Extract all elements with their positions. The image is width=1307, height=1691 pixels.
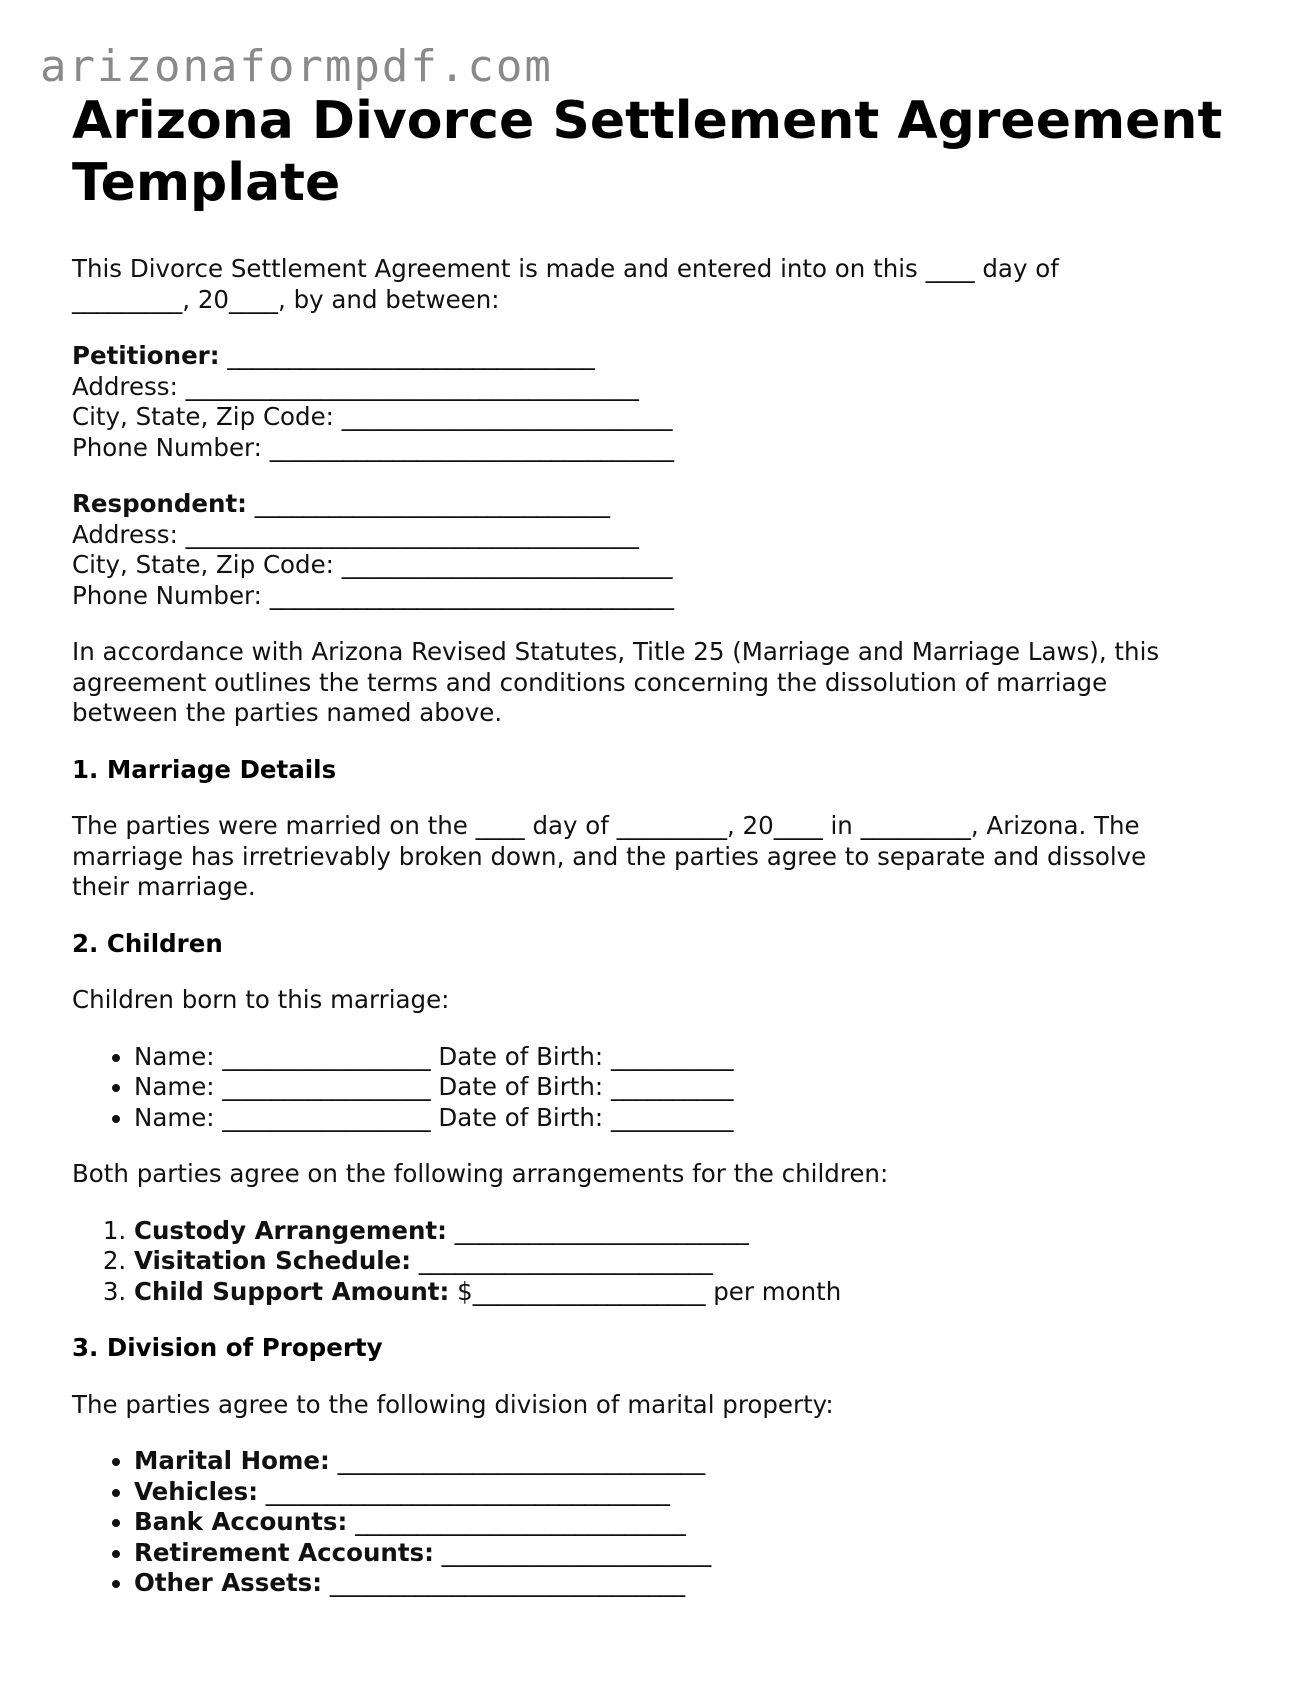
marriage-line-2: marriage has irretrievably broken down, and the parties agree to separate and dissolve: [72, 841, 1147, 871]
retirement-accounts-label: Retirement Accounts:: [134, 1537, 434, 1567]
custody-arrangement-blank[interactable]: ________________________: [454, 1215, 749, 1245]
marriage-details-paragraph: [72, 811, 1232, 903]
child-support-blank[interactable]: $___________________ per month: [457, 1276, 842, 1306]
visitation-schedule-item: [134, 1246, 1232, 1277]
page-title: Arizona Divorce Settlement Agreement Template: [72, 91, 1223, 213]
custody-arrangement-item: [134, 1216, 1232, 1247]
property-list: [72, 1446, 1232, 1599]
child-support-label: Child Support Amount:: [134, 1276, 450, 1306]
statute-line-2: agreement outlines the terms and conditions concerning the dissolution of marriage: [72, 667, 1108, 697]
respondent-name-blank[interactable]: _____________________________: [254, 489, 611, 518]
section-3-heading: 3. Division of Property: [72, 1333, 383, 1362]
statute-line-3: between the parties named above.: [72, 698, 503, 727]
respondent-block: [72, 489, 1232, 611]
children-intro: Children born to this marriage:: [72, 985, 450, 1014]
custody-arrangement-label: Custody Arrangement:: [134, 1215, 447, 1245]
respondent-label: Respondent:: [72, 489, 247, 518]
vehicles-label: Vehicles:: [134, 1476, 258, 1506]
other-assets-blank[interactable]: _____________________________: [329, 1568, 686, 1597]
bank-accounts-blank[interactable]: ___________________________: [355, 1507, 686, 1536]
children-list: [72, 1042, 1232, 1134]
petitioner-name-line: [72, 341, 1232, 372]
visitation-schedule-label: Visitation Schedule:: [134, 1246, 412, 1275]
child-entry[interactable]: • Name: _________________ Date of Birth: __________: [134, 1103, 1232, 1134]
intro-paragraph: [72, 254, 1232, 315]
marital-home-blank[interactable]: ______________________________: [337, 1446, 706, 1475]
marriage-line-1: The parties were married on the ____ day of _________, 20____ in _________, Arizona. The: [72, 811, 1140, 840]
petitioner-block: [72, 341, 1232, 463]
statute-line-1: In accordance with Arizona Revised Statutes, Title 25 (Marriage and Marriage Laws), this: [72, 637, 1160, 666]
statute-paragraph: [72, 637, 1232, 729]
vehicles-blank[interactable]: _________________________________: [265, 1476, 671, 1506]
petitioner-name-blank[interactable]: ______________________________: [227, 341, 595, 370]
respondent-city-line[interactable]: City, State, Zip Code: ___________________________: [72, 550, 673, 579]
respondent-address-line[interactable]: Address: _____________________________________: [72, 519, 639, 549]
retirement-accounts-item: [134, 1538, 1232, 1569]
property-intro: The parties agree to the following division of marital property:: [72, 1389, 834, 1419]
child-entry[interactable]: • Name: _________________ Date of Birth: __________: [134, 1042, 1232, 1073]
watermark: arizonaformpdf.com: [40, 41, 553, 92]
vehicles-item: [134, 1477, 1232, 1508]
marital-home-label: Marital Home:: [134, 1446, 330, 1475]
arrangements-list: [72, 1216, 1232, 1308]
retirement-accounts-blank[interactable]: ______________________: [441, 1537, 712, 1567]
child-entry[interactable]: • Name: _________________ Date of Birth: __________: [134, 1072, 1232, 1103]
petitioner-label: Petitioner:: [72, 341, 220, 370]
other-assets-item: [134, 1568, 1232, 1599]
bank-accounts-label: Bank Accounts:: [134, 1507, 348, 1536]
bank-accounts-item: [134, 1507, 1232, 1538]
marriage-line-3: their marriage.: [72, 872, 256, 901]
intro-line-1: This Divorce Settlement Agreement is made and entered into on this ____ day of: [72, 254, 1059, 283]
petitioner-address-line[interactable]: Address: _____________________________________: [72, 371, 639, 401]
other-assets-label: Other Assets:: [134, 1568, 323, 1597]
intro-line-2: _________, 20____, by and between:: [72, 284, 500, 314]
petitioner-phone-line[interactable]: Phone Number: _________________________________: [72, 432, 674, 462]
document-content: [72, 90, 1232, 1625]
respondent-name-line: [72, 489, 1232, 520]
respondent-phone-line[interactable]: Phone Number: _________________________________: [72, 580, 674, 610]
section-1-heading: 1. Marriage Details: [72, 754, 337, 784]
visitation-schedule-blank[interactable]: ________________________: [418, 1246, 713, 1275]
arrangements-intro: Both parties agree on the following arrangements for the children:: [72, 1159, 889, 1188]
child-support-item: [134, 1277, 1232, 1308]
marital-home-item: [134, 1446, 1232, 1477]
petitioner-city-line[interactable]: City, State, Zip Code: ___________________________: [72, 402, 673, 431]
section-2-heading: 2. Children: [72, 928, 223, 958]
